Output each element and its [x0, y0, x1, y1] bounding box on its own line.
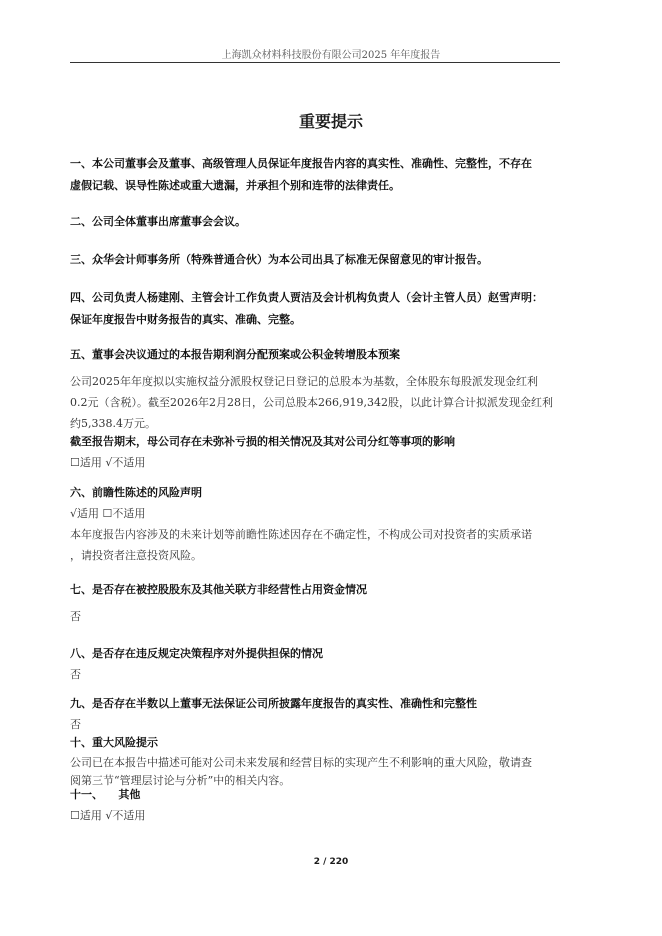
section-4-line-1: 四、公司负责人杨建刚、主管会计工作负责人贾洁及会计机构负责人（会计主管人员）赵雪声明： [70, 291, 543, 304]
section-9-heading: 九、是否存在半数以上董事无法保证公司所披露年度报告的真实性、准确性和完整性 [70, 697, 477, 710]
section-8-heading: 八、是否存在违反规定决策程序对外提供担保的情况 [70, 647, 323, 660]
section-4 [70, 287, 564, 331]
section-11-check-wrap [70, 806, 564, 826]
section-11-applicability: ☐适用 √不适用 [70, 809, 146, 822]
section-5-sub-heading: 截至报告期末，母公司存在未弥补亏损的相关情况及其对公司分红等事项的影响 [70, 435, 455, 448]
section-4-line-2: 保证年度报告中财务报告的真实、准确、完整。 [70, 313, 301, 326]
section-11 [70, 784, 564, 806]
section-1-line-2: 虚假记载、误导性陈述或重大遗漏，并承担个别和连带的法律责任。 [70, 179, 400, 192]
section-6-body-line-1: 本年度报告内容涉及的未来计划等前瞻性陈述因存在不确定性，不构成公司对投资者的实质承诺 [70, 528, 532, 541]
page-title: 重要提示 [298, 112, 363, 131]
section-11-heading: 十一、 其他 [70, 788, 141, 801]
page-number: 2 / 220 [313, 857, 349, 867]
section-9 [70, 693, 564, 715]
section-3-text: 三、众华会计师事务所（特殊普通合伙）为本公司出具了标准无保留意见的审计报告。 [70, 253, 488, 266]
section-1 [70, 153, 564, 197]
section-5-body-line-1: 公司2025年年度拟以实施权益分派股权登记日登记的总股本为基数，全体股东每股派发现金红利 [70, 375, 538, 388]
section-6 [70, 482, 564, 566]
section-5-body-line-3: 约5,338.4万元。 [70, 417, 156, 430]
section-5-heading: 五、董事会决议通过的本报告期利润分配预案或公积金转增股本预案 [70, 348, 400, 361]
section-2 [70, 211, 564, 233]
section-8 [70, 643, 564, 665]
section-2-text: 二、公司全体董事出席董事会会议。 [70, 215, 246, 228]
section-5-body [70, 371, 564, 434]
section-10-heading: 十、重大风险提示 [70, 736, 158, 749]
section-5-sub [70, 431, 564, 473]
section-6-body-line-2: ，请投资者注意投资风险。 [70, 549, 202, 562]
header-divider [70, 62, 560, 63]
section-7-answer-wrap [70, 606, 564, 627]
section-6-heading: 六、前瞻性陈述的风险声明 [70, 486, 202, 499]
section-8-answer-wrap [70, 664, 564, 685]
section-10-body-line-2: 阅第三节“管理层讨论与分析”中的相关内容。 [70, 774, 291, 787]
section-7 [70, 579, 564, 601]
section-1-line-1: 一、本公司董事会及董事、高级管理人员保证年度报告内容的真实性、准确性、完整性，不存在 [70, 157, 532, 170]
section-5-body-line-2: 0.2元（含税）。截至2026年2月28日，公司总股本266,919,342股，以此计算合计拟派发现金红利 [70, 396, 553, 409]
section-5 [70, 344, 564, 366]
section-10-body-line-1: 公司已在本报告中描述可能对公司未来发展和经营目标的实现产生不利影响的重大风险，敬请查 [70, 756, 532, 769]
section-3 [70, 249, 564, 271]
section-7-answer: 否 [70, 610, 81, 623]
section-5-applicability: ☐适用 √不适用 [70, 456, 146, 469]
section-6-applicability: √适用 ☐不适用 [70, 507, 146, 520]
section-7-heading: 七、是否存在被控股股东及其他关联方非经营性占用资金情况 [70, 583, 367, 596]
section-9-answer: 否 [70, 718, 81, 731]
running-header: 上海凯众材料科技股份有限公司2025 年年度报告 [221, 50, 441, 61]
section-8-answer: 否 [70, 668, 81, 681]
section-10 [70, 732, 564, 754]
